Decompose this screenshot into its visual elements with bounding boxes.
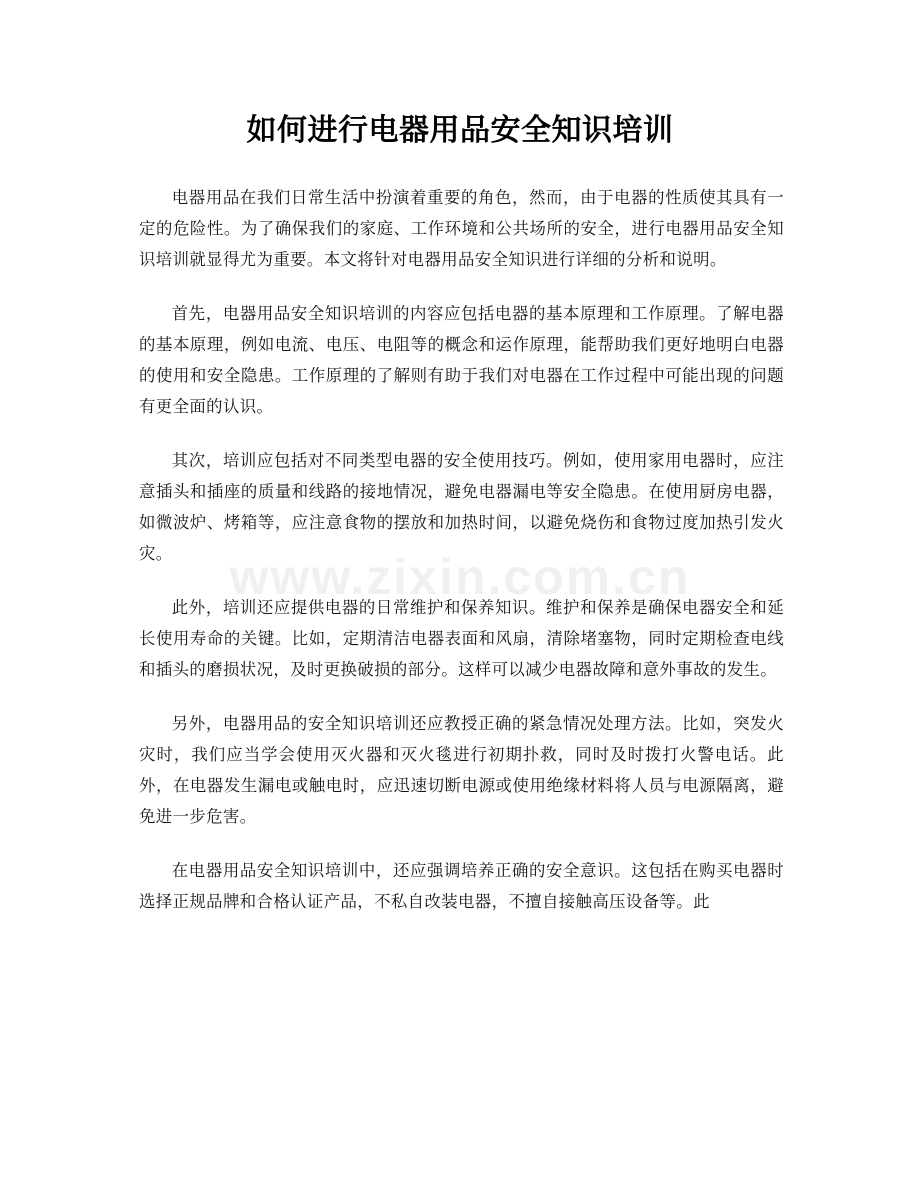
document-body	[139, 182, 784, 940]
paragraph-usage-tips: 其次，培训应包括对不同类型电器的安全使用技巧。例如，使用家用电器时，应注意插头和插座的质量和线路的接地情况，避免电器漏电等安全隐患。在使用厨房电器，如微波炉、烤箱等，应注意食物的摆放和加热时间，以避免烧伤和食物过度加热引发火灾。	[139, 451, 784, 563]
watermark: www.zixin.com.cn	[229, 549, 691, 605]
paragraph-emergency: 另外，电器用品的安全知识培训还应教授正确的紧急情况处理方法。比如，突发火灾时，我们应当学会使用灭火器和灭火毯进行初期扑救，同时及时拨打火警电话。此外，在电器发生漏电或触电时，应迅速切断电源或使用绝缘材料将人员与电源隔离，避免进一步危害。	[139, 714, 784, 826]
paragraph-principles: 首先，电器用品安全知识培训的内容应包括电器的基本原理和工作原理。了解电器的基本原理，例如电流、电压、电阻等的概念和运作原理，能帮助我们更好地明白电器的使用和安全隐患。工作原理的了解则有助于我们对电器在工作过程中可能出现的问题有更全面的认识。	[139, 304, 784, 416]
document-title: 如何进行电器用品安全知识培训	[246, 113, 674, 148]
paragraph-intro: 电器用品在我们日常生活中扮演着重要的角色，然而，由于电器的性质使其具有一定的危险性。为了确保我们的家庭、工作环境和公共场所的安全，进行电器用品安全知识培训就显得尤为重要。本文将针对电器用品安全知识进行详细的分析和说明。	[139, 188, 784, 269]
paragraph-awareness: 在电器用品安全知识培训中，还应强调培养正确的安全意识。这包括在购买电器时选择正规品牌和合格认证产品，不私自改装电器，不擅自接触高压设备等。此	[139, 861, 784, 911]
paragraph-maintenance: 此外，培训还应提供电器的日常维护和保养知识。维护和保养是确保电器安全和延长使用寿命的关键。比如，定期清洁电器表面和风扇，清除堵塞物，同时定期检查电线和插头的磨损状况，及时更换破损的部分。这样可以减少电器故障和意外事故的发生。	[139, 598, 784, 679]
